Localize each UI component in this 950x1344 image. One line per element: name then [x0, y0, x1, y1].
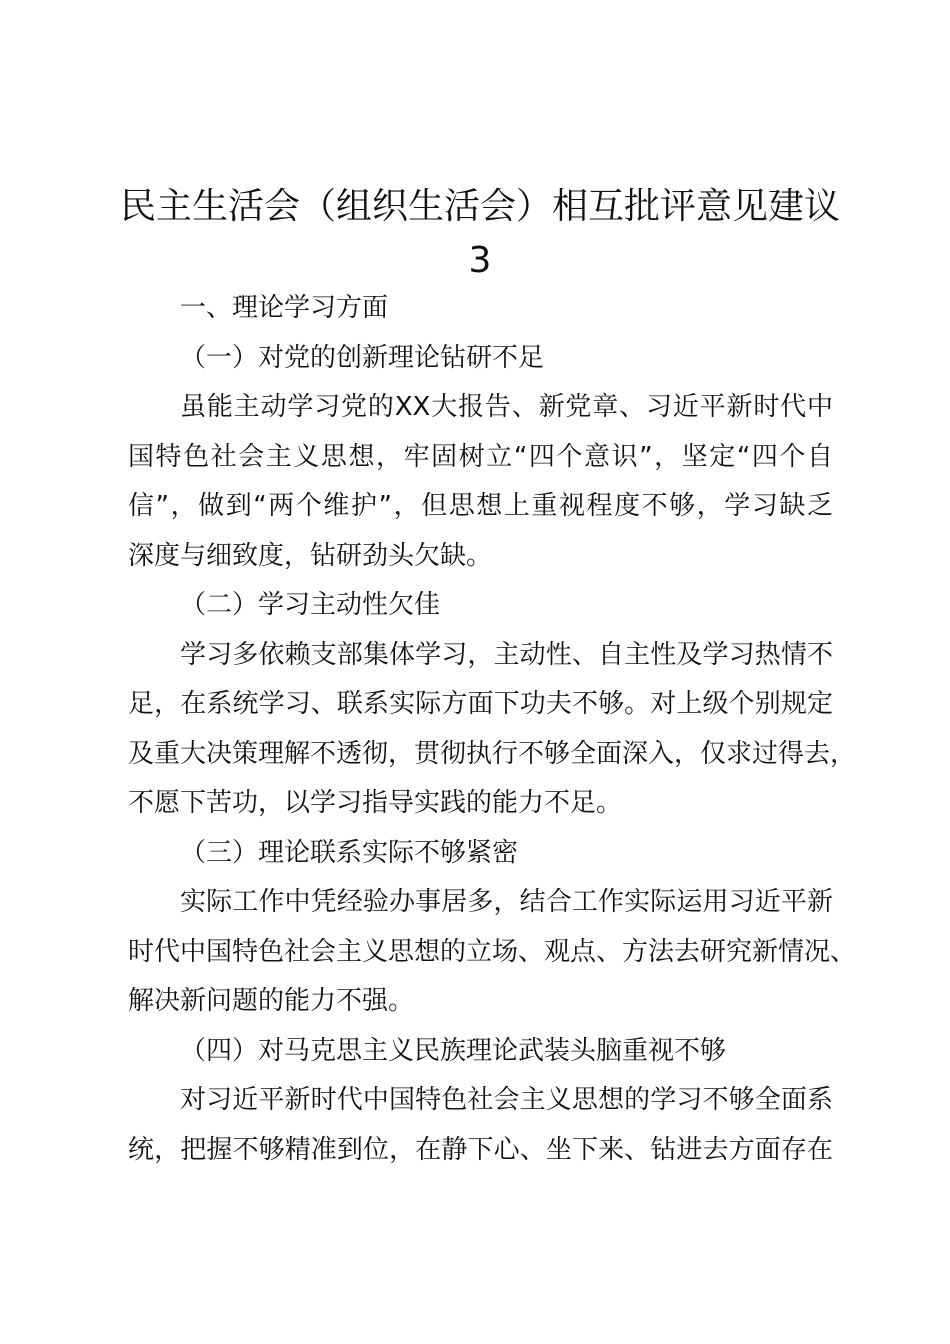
document-title-line-1: 民主生活会（组织生活会）相互批评意见建议 — [119, 186, 840, 227]
paragraph-line: 学习多依赖支部集体学习，主动性、自主性及学习热情不 — [180, 639, 833, 670]
subsection-heading-3: （三）理论联系实际不够紧密 — [180, 837, 519, 868]
paragraph-line: 国特色社会主义思想，牢固树立“四个意识”，坚定“四个自 — [128, 441, 833, 472]
paragraph-line: 时代中国特色社会主义思想的立场、观点、方法去研究新情况、 — [128, 936, 857, 967]
document-body — [128, 284, 857, 1175]
paragraph-line: 深度与细致度，钻研劲头欠缺。 — [128, 540, 493, 571]
document-title-line-2: 3 — [468, 240, 492, 281]
paragraph-line: 及重大决策理解不透彻，贯彻执行不够全面深入，仅求过得去， — [128, 738, 857, 769]
paragraph-line: 对习近平新时代中国特色社会主义思想的学习不够全面系 — [180, 1085, 833, 1115]
paragraph-line: 实际工作中凭经验办事居多，结合工作实际运用习近平新 — [180, 887, 833, 917]
paragraph-line: 统，把握不够精准到位，在静下心、坐下来、钻进去方面存在 — [128, 1134, 833, 1165]
paragraph-line: 不愿下苦功，以学习指导实践的能力不足。 — [128, 788, 623, 818]
paragraph-line: 信”，做到“两个维护”，但思想上重视程度不够，学习缺乏 — [128, 491, 833, 521]
subsection-heading-2: （二）学习主动性欠佳 — [180, 590, 441, 620]
section-heading-theory-study: 一、理论学习方面 — [180, 293, 389, 323]
paragraph-line: 解决新问题的能力不强。 — [128, 986, 415, 1016]
paragraph-line: 虽能主动学习党的XX大报告、新党章、习近平新时代中 — [180, 392, 833, 422]
document-title — [110, 180, 850, 288]
paragraph-line: 足，在系统学习、联系实际方面下功夫不够。对上级个别规定 — [128, 689, 833, 719]
subsection-heading-4: （四）对马克思主义民族理论武装头脑重视不够 — [180, 1035, 727, 1066]
subsection-heading-1: （一）对党的创新理论钻研不足 — [180, 342, 545, 373]
